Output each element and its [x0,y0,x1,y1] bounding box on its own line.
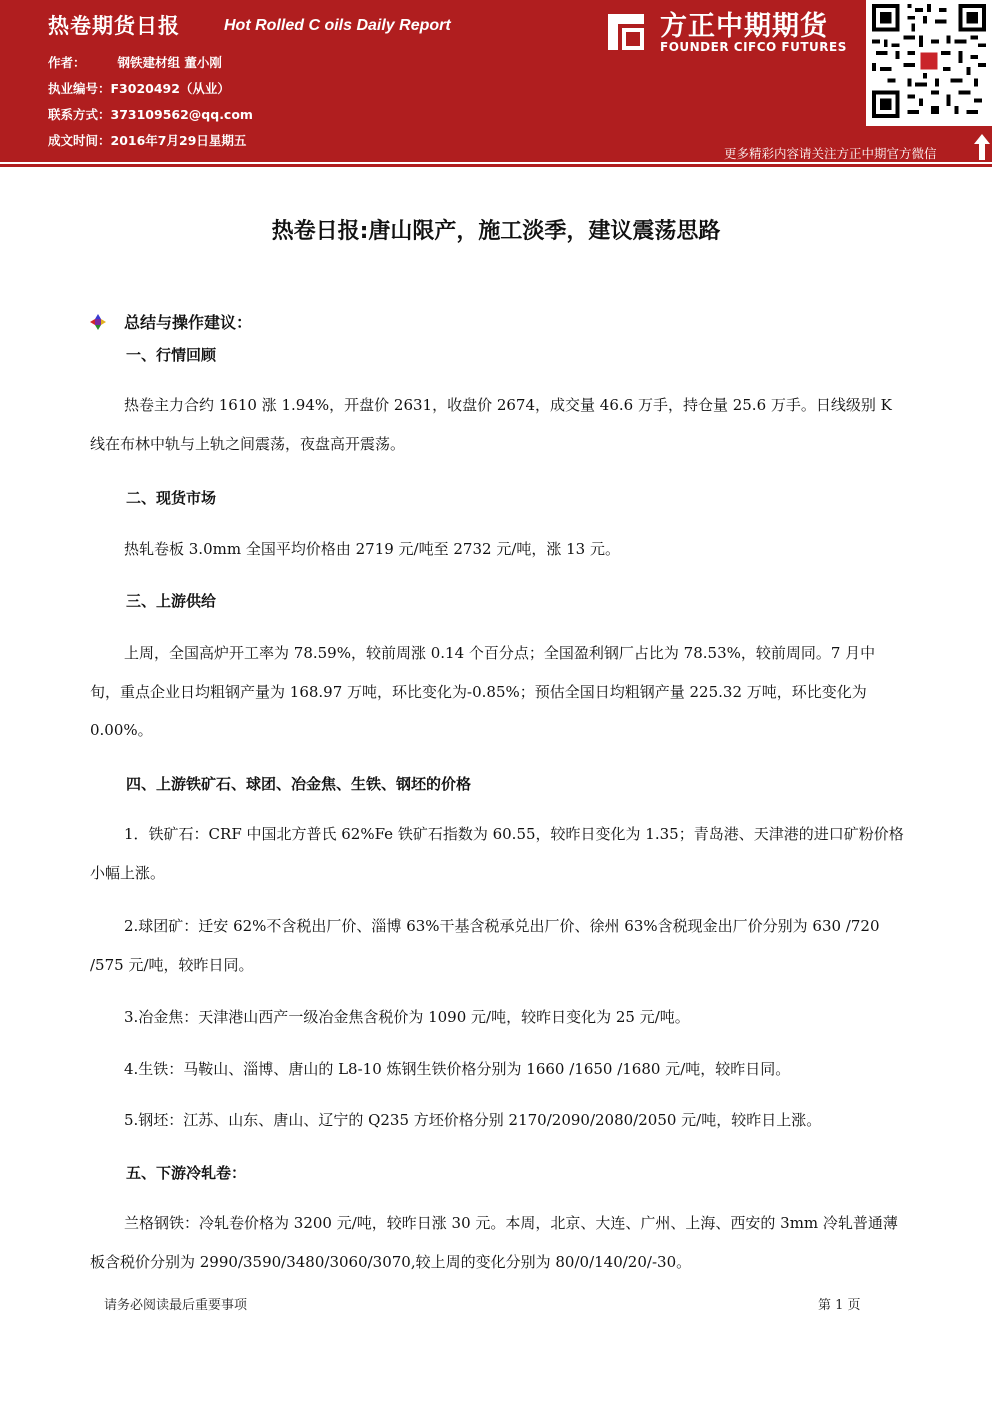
iron-ore-paragraph: 1．铁矿石：CRF 中国北方普氏 62%Fe 铁矿石指数为 60.55，较昨日变化为 1.35；青岛港、天津港的进口矿粉价格小幅上涨。 [90,825,904,882]
section-heading-5: 五、下游冷轧卷： [126,1164,247,1182]
meta-license [48,78,253,104]
company-name-en: FOUNDER CIFCO FUTURES [660,40,847,54]
up-arrow-icon [974,134,990,160]
section-heading-1: 一、行情回顾 [126,346,217,364]
company-name-cn: 方正中期期货 [660,11,828,42]
section-1-paragraph: 热卷主力合约 1610 涨 1.94%，开盘价 2631，收盘价 2674，成交量 46.6 万手，持仓量 25.6 万手。日线级别 K 线在布林中轨与上轨之间震荡，夜盘高开震荡。 [90,396,892,453]
footer-notice: 请务必阅读最后重要事项 [104,1298,248,1313]
contact-value[interactable]: 373109562@qq.com [110,107,253,122]
report-title-cn: 热卷期货日报 [48,14,180,38]
coke-paragraph: 3.冶金焦：天津港山西产一级冶金焦含税价为 1090 元/吨，较昨日变化为 25 元/吨。 [124,1008,690,1026]
pellet-paragraph: 2.球团矿：迁安 62%不含税出厂价、淄博 63%干基含税承兑出厂价、徐州 63%含税现金出厂价分别为 630 /720 /575 元/吨，较昨日同。 [90,917,880,974]
wechat-qr-code [866,0,992,126]
billet-paragraph: 5.钢坯：江苏、山东、唐山、辽宁的 Q235 方坯价格分别 2170/2090/2080/2050 元/吨，较昨日上涨。 [124,1111,822,1129]
license-label: 执业编号： [48,81,111,96]
date-label: 成文时间： [48,133,111,148]
section-2-paragraph: 热轧卷板 3.0mm 全国平均价格由 2719 元/吨至 2732 元/吨，涨 13 元。 [124,540,620,558]
cold-rolled-paragraph: 兰格钢铁：冷轧卷价格为 3200 元/吨，较昨日涨 30 元。本周，北京、大连、广州、上海、西安的 3mm 冷轧普通薄板含税价分别为 2990/3590/3480/3060/3070,较上周的变化分别为 80/0/140/20/-30。 [90,1214,898,1271]
section-3-paragraph: 上周，全国高炉开工率为 78.59%，较前周涨 0.14 个百分点；全国盈利钢厂占比为 78.53%，较前周同。7 月中旬，重点企业日均粗钢产量为 168.97 万吨，环比变化为-0.85%；预估全国日均粗钢产量 225.32 万吨，环比变化为 0.00%。 [90,644,876,739]
section-heading-2: 二、现货市场 [126,489,217,507]
report-meta [48,52,253,156]
license-value: F3020492（从业） [110,81,230,96]
meta-date [48,130,253,156]
section-heading-4: 四、上游铁矿石、球团、冶金焦、生铁、钢坯的价格 [126,775,472,793]
founder-logo-icon [604,10,648,54]
document-title: 热卷日报:唐山限产，施工淡季，建议震荡思路 [271,219,721,244]
summary-heading-text: 总结与操作建议： [124,313,253,332]
report-title-en: Hot Rolled C oils Daily Report [224,17,451,34]
author-label: 作者： [48,55,86,70]
header-divider [0,164,992,167]
meta-author [48,52,253,78]
date-value: 2016年7月29日星期五 [110,133,247,148]
meta-contact [48,104,253,130]
author-value: 钢铁建材组 董小刚 [117,55,222,70]
section-heading-3: 三、上游供给 [126,592,217,610]
summary-heading [90,310,252,333]
follow-wechat-text: 更多精彩内容请关注方正中期官方微信 [724,146,937,161]
contact-label: 联系方式： [48,107,111,122]
pig-iron-paragraph: 4.生铁：马鞍山、淄博、唐山的 L8-10 炼钢生铁价格分别为 1660 /1650 /1680 元/吨，较昨日同。 [124,1060,791,1078]
report-header [0,0,992,162]
bullet-diamond-icon [90,314,106,330]
page-number: 第 1 页 [818,1298,861,1313]
